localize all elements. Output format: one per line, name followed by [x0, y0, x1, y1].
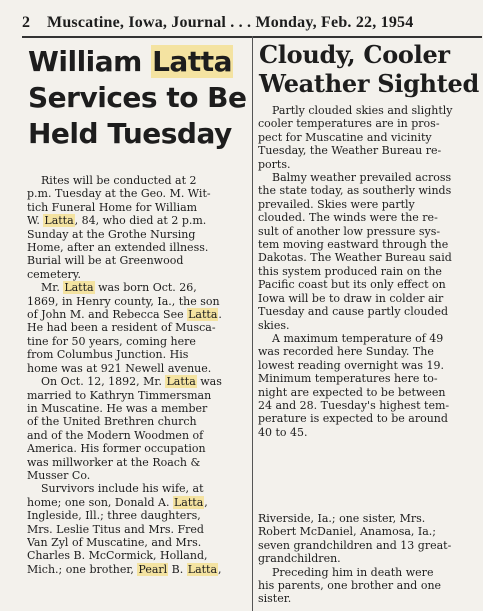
- text-line: Ingleside, Ill.; three daughters,: [27, 509, 201, 523]
- text-line: On Oct. 12, 1892, Mr. Latta was: [41, 375, 222, 389]
- paragraph: [27, 375, 249, 482]
- highlighted-name: Latta: [44, 214, 74, 228]
- text-line: ports.: [258, 157, 291, 171]
- text-line: night are expected to be between: [258, 385, 446, 399]
- text-line: seven grandchildren and 13 great-: [258, 538, 452, 552]
- text-line: Musser Co.: [27, 468, 91, 482]
- text-line: cooler temperatures are in pros-: [258, 117, 440, 131]
- text-line: grandchildren.: [258, 552, 341, 566]
- paragraph: [258, 332, 480, 439]
- text-line: Pacific coast but its only effect on: [258, 278, 446, 292]
- text-line: 24 and 28. Tuesday's highest tem-: [258, 398, 450, 412]
- text-line: and of the Modern Woodmen of: [27, 428, 204, 442]
- text-line: America. His former occupation: [27, 442, 206, 456]
- text-line: married to Kathryn Timmersman: [27, 388, 212, 402]
- text-line: Mrs. Leslie Titus and Mrs. Fred: [27, 522, 204, 536]
- masthead: Muscatine, Iowa, Journal . . . Monday, Feb. 22, 1954: [47, 14, 414, 31]
- text-line: Mr. Latta was born Oct. 26,: [41, 281, 197, 295]
- text-line: his parents, one brother and one: [258, 579, 442, 593]
- text-line: skies.: [258, 318, 290, 332]
- highlighted-name: Pearl: [138, 562, 168, 576]
- weather-body: [258, 104, 480, 439]
- highlighted-name: Latta: [187, 562, 218, 576]
- text-line: of the United Brethren church: [27, 415, 197, 429]
- text-line: cemetery.: [27, 267, 82, 281]
- text-line: of John M. and Rebecca See Latta.: [27, 308, 222, 322]
- page-number: 2: [22, 14, 31, 31]
- text-line: A maximum temperature of 49: [272, 331, 444, 345]
- paragraph: [27, 281, 249, 375]
- text-line: tich Funeral Home for William: [27, 200, 198, 214]
- highlighted-name: Latta: [152, 45, 232, 78]
- text-line: W. Latta, 84, who died at 2 p.m.: [27, 214, 207, 228]
- text-line: Riverside, Ia.; one sister, Mrs.: [258, 512, 426, 525]
- text-line: sult of another low pressure sys-: [258, 224, 441, 238]
- text-line: lowest reading overnight was 19.: [258, 358, 444, 372]
- obituary-headline: William Latta Services to Be Held Tuesday: [28, 45, 247, 150]
- paragraph: [258, 104, 480, 171]
- text-line: Minimum temperatures here to-: [258, 372, 438, 386]
- text-line: Partly clouded skies and slightly: [272, 104, 453, 117]
- text-line: prevailed. Skies were partly: [258, 197, 415, 211]
- text-line: this system produced rain on the: [258, 264, 442, 278]
- text-line: in Muscatine. He was a member: [27, 401, 208, 415]
- text-line: Charles B. McCormick, Holland,: [27, 549, 208, 563]
- highlighted-name: Latta: [174, 495, 204, 509]
- text-line: Preceding him in death were: [272, 565, 434, 579]
- text-line: tine for 50 years, coming here: [27, 334, 196, 348]
- highlighted-name: Latta: [166, 375, 196, 389]
- highlighted-name: Latta: [188, 308, 218, 322]
- obituary-continuation: [258, 512, 480, 606]
- masthead-line: [22, 14, 482, 32]
- text-line: Robert McDaniel, Anamosa, Ia.;: [258, 525, 436, 539]
- text-line: home was at 921 Newell avenue.: [27, 361, 212, 375]
- column-divider: [252, 36, 253, 611]
- text-line: He had been a resident of Musca-: [27, 321, 216, 335]
- highlighted-name: Latta: [64, 281, 94, 295]
- text-line: Rites will be conducted at 2: [41, 174, 197, 187]
- text-line: Sunday at the Grothe Nursing: [27, 227, 196, 241]
- text-line: was recorded here Sunday. The: [258, 345, 434, 359]
- text-line: Survivors include his wife, at: [41, 482, 204, 496]
- text-line: p.m. Tuesday at the Geo. M. Wit-: [27, 187, 211, 201]
- text-line: clouded. The winds were the re-: [258, 211, 438, 225]
- text-line: Dakotas. The Weather Bureau said: [258, 251, 452, 265]
- text-line: Home, after an extended illness.: [27, 241, 209, 255]
- paragraph: [27, 174, 249, 281]
- text-line: 1869, in Henry county, Ia., the son: [27, 294, 220, 308]
- text-line: Iowa will be to draw in colder air: [258, 291, 444, 305]
- paragraph: [258, 512, 480, 606]
- weather-headline: Cloudy, Cooler Weather Sighted: [259, 40, 479, 98]
- text-line: tem moving eastward through the: [258, 238, 449, 252]
- paragraph: [27, 482, 249, 576]
- text-line: the state today, as southerly winds: [258, 184, 452, 198]
- text-line: Balmy weather prevailed across: [272, 171, 452, 185]
- text-line: sister.: [258, 592, 292, 606]
- text-line: home; one son, Donald A. Latta,: [27, 495, 208, 509]
- text-line: 40 to 45.: [258, 425, 308, 439]
- obituary-body: [27, 174, 249, 576]
- paragraph: [258, 171, 480, 332]
- text-line: Tuesday and cause partly clouded: [258, 305, 449, 319]
- text-line: Van Zyl of Muscatine, and Mrs.: [27, 535, 202, 549]
- text-line: pect for Muscatine and vicinity: [258, 130, 432, 144]
- text-line: Burial will be at Greenwood: [27, 254, 184, 268]
- text-line: was millworker at the Roach &: [27, 455, 201, 469]
- text-line: perature is expected to be around: [258, 412, 448, 426]
- text-line: Mich.; one brother, Pearl B. Latta,: [27, 562, 222, 576]
- text-line: Tuesday, the Weather Bureau re-: [258, 144, 442, 158]
- text-line: from Columbus Junction. His: [27, 348, 189, 362]
